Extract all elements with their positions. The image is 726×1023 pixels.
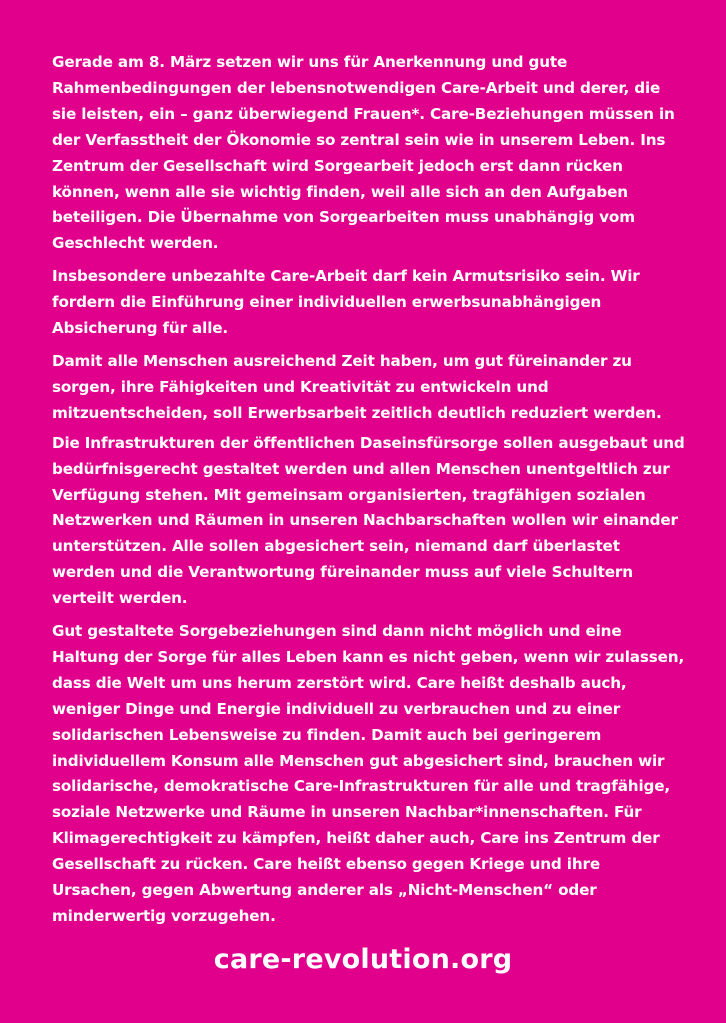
paragraph-1: Gerade am 8. März setzen wir uns für Anerkennung und gute Rahmenbedingungen der lebensnotwendigen Care-Arbeit und derer, die sie leisten, ein – ganz überwiegend Frauen*. Care-Beziehungen müssen in der Verfasstheit der Ökonomie so zentral sein wie in unserem Leben. Ins Zentrum der Gesellschaft wird Sorgearbeit jedoch erst dann rücken können, wenn alle sie wichtig finden, weil alle sich an den Aufgaben beteiligen. Die Übernahme von Sorgearbeiten muss unabhängig vom Geschlecht werden. — [52, 53, 675, 253]
paragraph-2: Insbesondere unbezahlte Care-Arbeit darf kein Armutsrisiko sein. Wir fordern die Einführung einer individuellen erwerbsunabhängigen Absicherung für alle. — [52, 267, 640, 338]
paragraph-5: Gut gestaltete Sorgebeziehungen sind dann nicht möglich und eine Haltung der Sorge für alles Leben kann es nicht geben, wenn wir zulassen, dass die Welt um uns herum zerstört wird. Care heißt deshalb auch, weniger Dinge und Energie individuell zu verbrauchen und zu einer solidarischen Lebensweise zu finden. Damit auch bei geringerem individuellem Konsum alle Menschen gut abgesichert sind, brauchen wir solidarische, demokratische Care-Infrastrukturen für alle und tragfähige, soziale Netzwerke und Räume in unseren Nachbar*innenschaften. Für Klimagerechtigkeit zu kämpfen, heißt daher auch, Care ins Zentrum der Gesellschaft zu rücken. Care heißt ebenso gegen Kriege und ihre Ursachen, gegen Abwertung anderer als „Nicht-Menschen“ oder minderwertig vorzugehen. — [52, 622, 685, 925]
footer-url: care-revolution.org — [213, 944, 513, 975]
paragraph-4: Die Infrastrukturen der öffentlichen Daseinsfürsorge sollen ausgebaut und bedürfnisgerecht gestaltet werden und allen Menschen unentgeltlich zur Verfügung stehen. Mit gemeinsam organisierten, tragfähigen sozialen Netzwerken und Räumen in unseren Nachbarschaften wollen wir einander unterstützen. Alle sollen abgesichert sein, niemand darf überlastet werden und die Verantwortung füreinander muss auf viele Schultern verteilt werden. — [52, 433, 685, 608]
paragraph-3: Damit alle Menschen ausreichend Zeit haben, um gut füreinander zu sorgen, ihre Fähigkeiten und Kreativität zu entwickeln und mitzuentscheiden, soll Erwerbsarbeit zeitlich deutlich reduziert werden. — [52, 351, 662, 422]
body-text — [52, 50, 686, 930]
